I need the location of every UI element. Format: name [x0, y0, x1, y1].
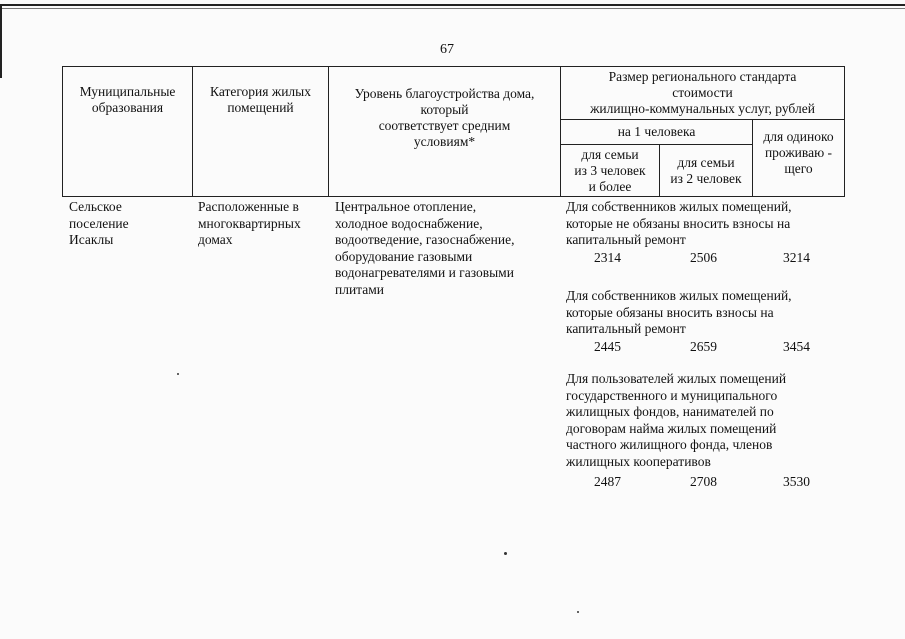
group-2-value-single: 3454	[783, 339, 810, 354]
page-number: 67	[440, 42, 454, 57]
group-3-label: Для пользователей жилых помещений государственного и муниципального жилищных фондов, нанимателей по договорам найма жилых помещений частного жилищного фонда, членов жилищных кооперативов	[566, 371, 787, 469]
header-standard-size: Размер регионального стандарта стоимости жилищно-коммунальных услуг, рублей	[590, 69, 815, 116]
group-2-value-family-3: 2445	[594, 339, 621, 354]
group-3-value-family-2: 2708	[690, 474, 717, 489]
header-per-person: на 1 человека	[617, 124, 696, 139]
header-family-3: для семьи из 3 человек и более	[574, 147, 646, 194]
group-1-value-family-2: 2506	[690, 250, 717, 265]
row-housing-category: Расположенные в многоквартирных домах	[198, 199, 301, 247]
scan-border-top	[0, 4, 905, 6]
scan-speck	[504, 552, 507, 555]
group-2-label: Для собственников жилых помещений, которые обязаны вносить взносы на капитальный ремонт	[566, 288, 792, 336]
group-1-value-family-3: 2314	[594, 250, 621, 265]
group-2-value-family-2: 2659	[690, 339, 717, 354]
scan-speck	[177, 373, 179, 375]
group-3-value-family-3: 2487	[594, 474, 621, 489]
row-municipality: Сельское поселение Исаклы	[69, 199, 129, 247]
group-3-value-single: 3530	[783, 474, 810, 489]
group-1-label: Для собственников жилых помещений, которые не обязаны вносить взносы на капитальный ремонт	[566, 199, 792, 247]
header-housing-category: Категория жилых помещений	[210, 84, 311, 115]
header-family-2: для семьи из 2 человек	[670, 155, 742, 186]
header-single: для одиноко проживаю - щего	[763, 129, 834, 176]
scan-speck	[577, 611, 579, 613]
row-amenities: Центральное отопление, холодное водоснабжение, водоотведение, газоснабжение, оборудование газовыми водонагревателями и газовыми плитами	[335, 199, 515, 297]
group-1-value-single: 3214	[783, 250, 810, 265]
scan-border-left	[0, 4, 2, 78]
scan-border-line	[0, 8, 905, 9]
header-amenities-level: Уровень благоустройства дома, который соответствует средним условиям*	[354, 86, 535, 149]
header-municipality: Муниципальные образования	[79, 84, 176, 115]
